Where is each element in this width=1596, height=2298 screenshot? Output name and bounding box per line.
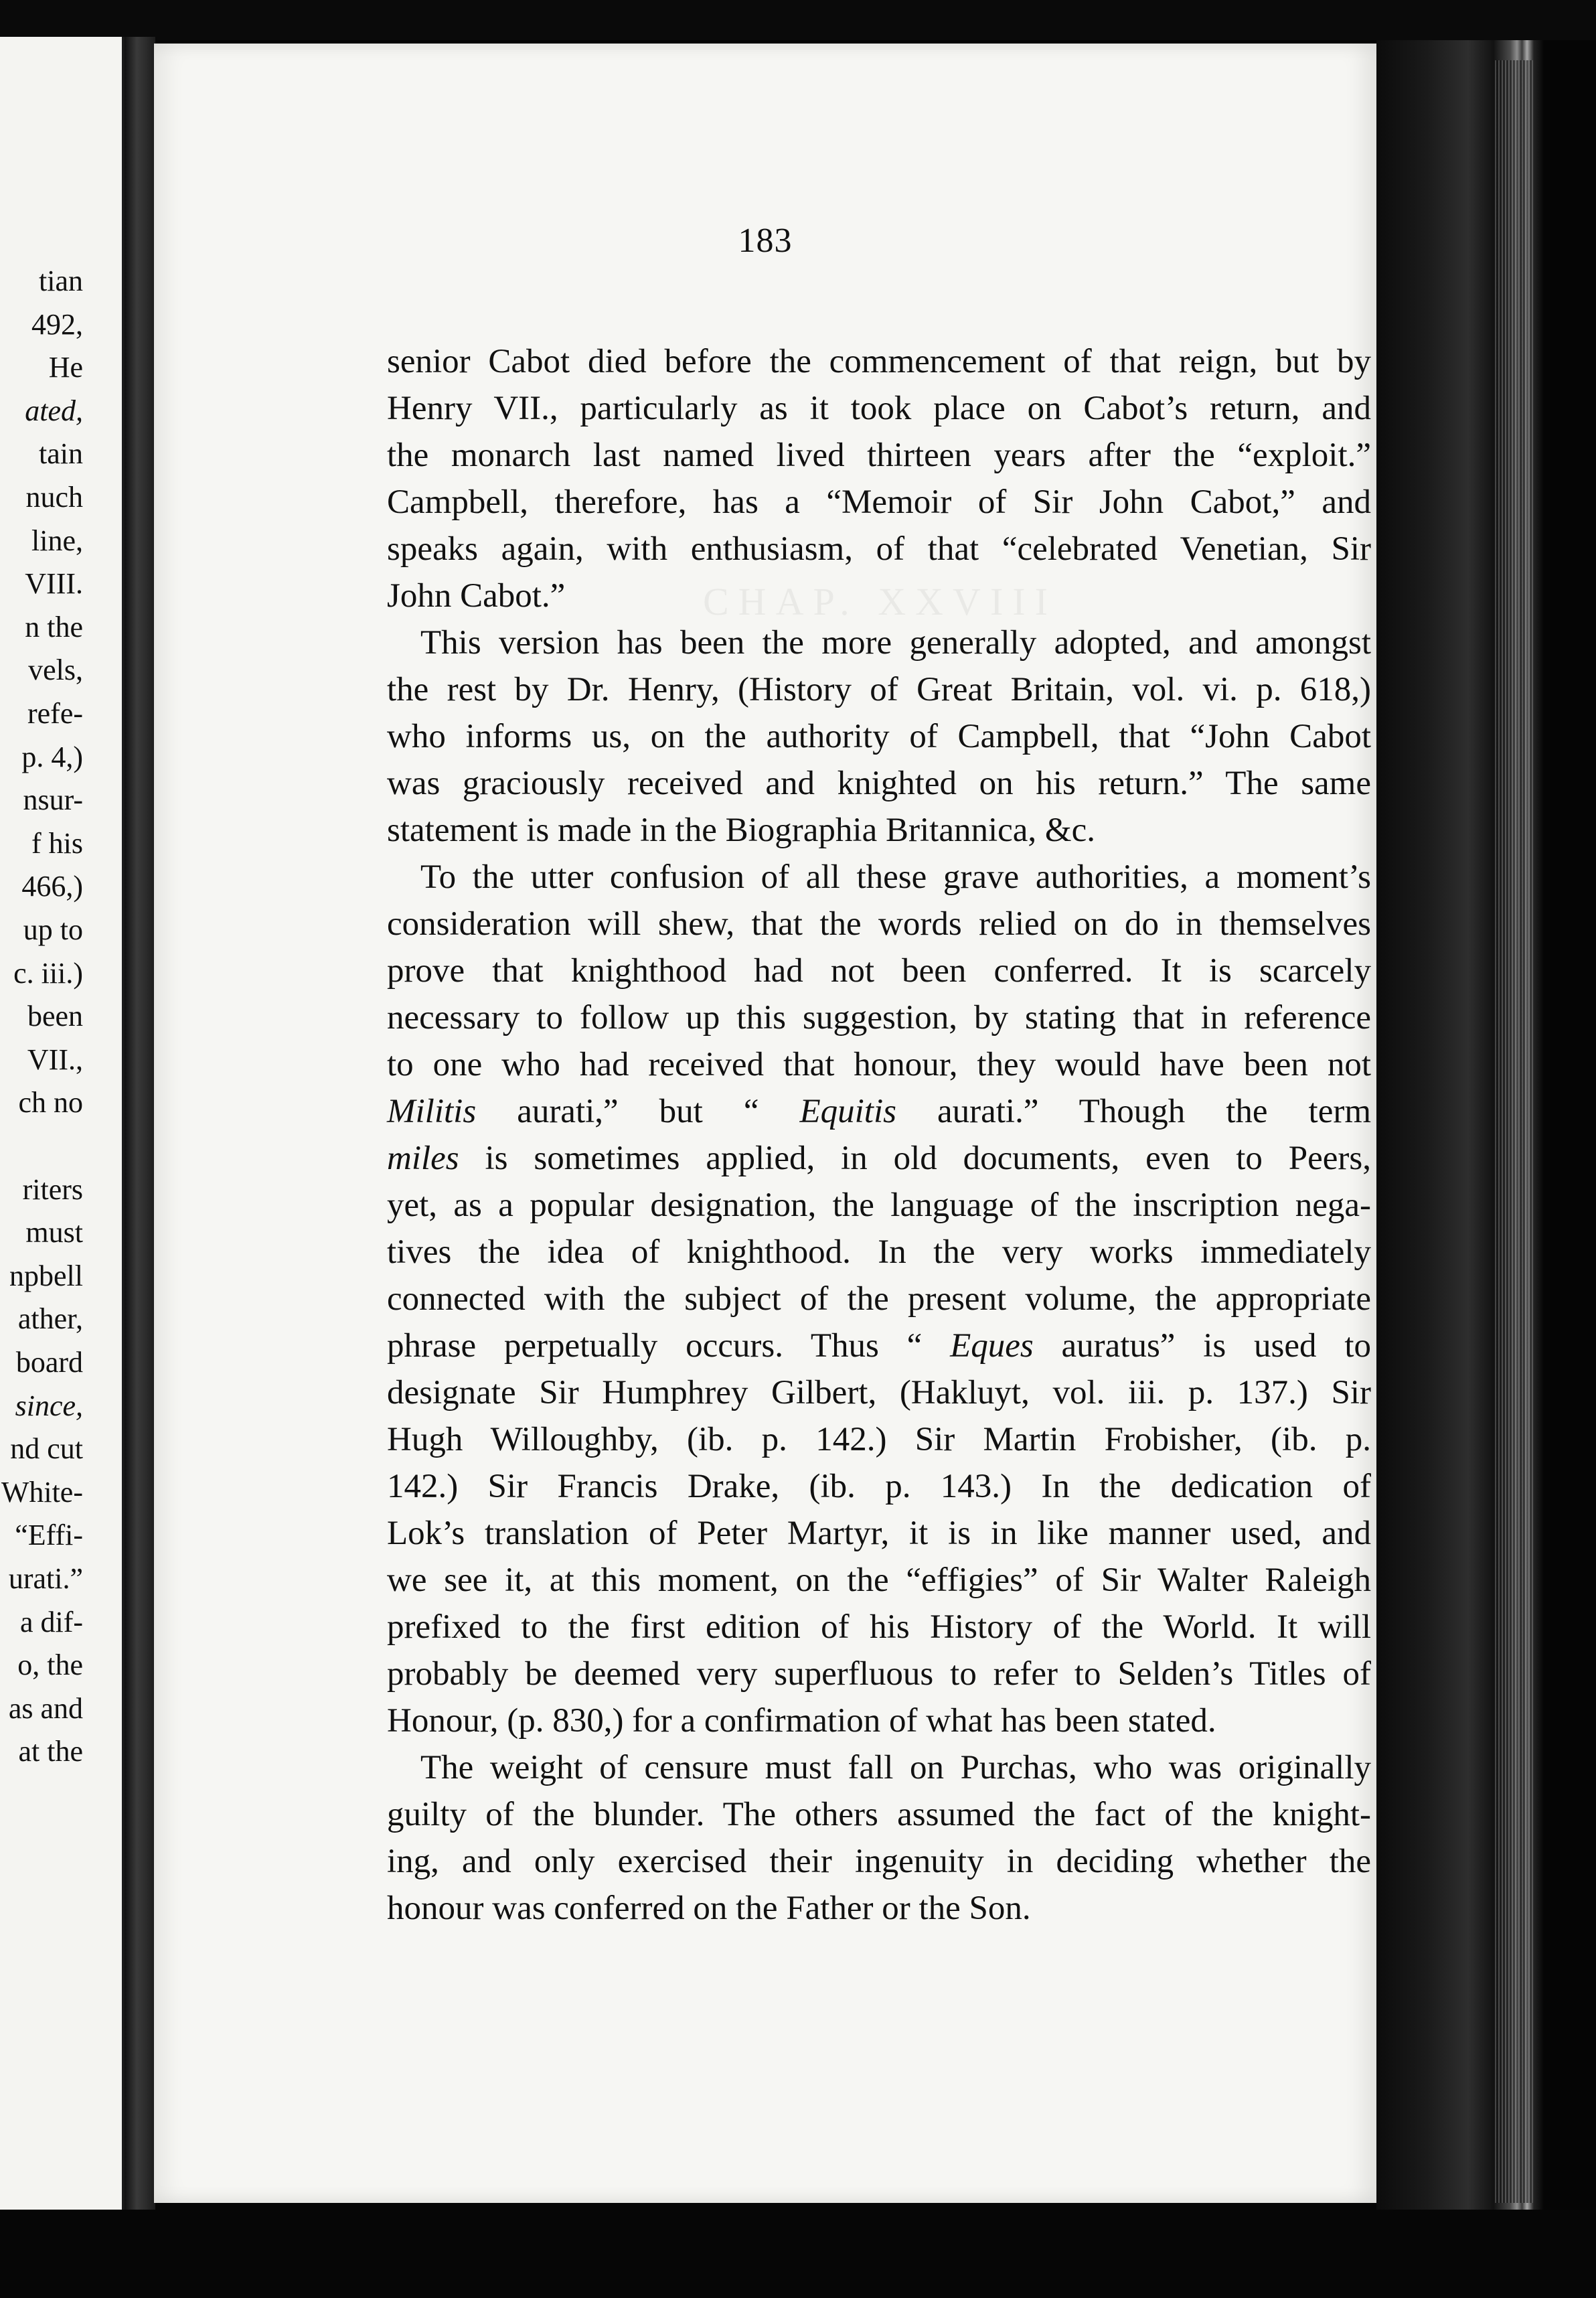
scan-background-top: [0, 0, 1596, 40]
text-line: we see it, at this moment, on the “effigies” of Sir Walter Raleigh: [387, 1561, 1371, 1599]
text-line: who informs us, on the authority of Campbell, that “John Cabot: [387, 718, 1371, 755]
text-line: phrase perpetually occurs. Thus “ Eques auratus” is used to: [387, 1327, 1371, 1365]
previous-page-line: VII.,: [27, 1043, 83, 1076]
previous-page-line: npbell: [9, 1259, 83, 1292]
text-line: Militis aurati,” but “ Equitis aurati.” Though the term: [387, 1093, 1371, 1130]
previous-page-line: must: [25, 1216, 83, 1249]
previous-page-line: tain: [39, 437, 83, 471]
previous-page-line: ather,: [17, 1302, 83, 1336]
italic-term: Eques: [950, 1327, 1034, 1365]
previous-page-line: 466,): [21, 870, 83, 903]
text-line: to one who had received that honour, they would have been not: [387, 1046, 1371, 1083]
previous-page-line: ch no: [18, 1086, 83, 1120]
book-gutter: [125, 37, 155, 2210]
text-line: senior Cabot died before the commencement of that reign, but by: [387, 343, 1371, 380]
text-line: tives the idea of knighthood. In the very works immediately: [387, 1233, 1371, 1271]
body-paragraph: [387, 619, 1371, 854]
text-line: Honour, (p. 830,) for a confirmation of what has been stated.: [387, 1702, 1216, 1740]
previous-page-line: line,: [31, 524, 83, 557]
previous-page-line: VIII.: [25, 567, 83, 601]
previous-page-line: o, the: [17, 1649, 83, 1682]
text-line: connected with the subject of the present volume, the appropriate: [387, 1280, 1371, 1318]
previous-page-line: White-: [1, 1475, 83, 1509]
text-line: This version has been the more generally adopted, and amongst: [420, 624, 1371, 662]
text-line: was graciously received and knighted on his return.” The same: [387, 765, 1371, 802]
previous-page-line: board: [15, 1346, 83, 1379]
text-line: designate Sir Humphrey Gilbert, (Hakluyt, vol. iii. p. 137.) Sir: [387, 1374, 1371, 1411]
scan-background-bottom: [0, 2210, 1596, 2298]
page-body-text: [387, 338, 1371, 1932]
text-line: statement is made in the Biographia Britannica, &c.: [387, 812, 1095, 849]
previous-page-line: at the: [18, 1735, 83, 1768]
text-line: Campbell, therefore, has a “Memoir of Sir John Cabot,” and: [387, 483, 1371, 521]
text-line: yet, as a popular designation, the language of the inscription nega-: [387, 1186, 1371, 1224]
text-line: necessary to follow up this suggestion, by stating that in reference: [387, 999, 1371, 1037]
book-page: [154, 44, 1376, 2203]
previous-page-line: urati.”: [8, 1562, 83, 1595]
previous-page-line: “Effi-: [15, 1519, 83, 1552]
text-line: John Cabot.”: [387, 577, 566, 615]
text-line: ing, and only exercised their ingenuity in deciding whether the: [387, 1843, 1371, 1880]
previous-page-line: riters: [22, 1172, 83, 1206]
book-page-edges-stripes: [1493, 60, 1533, 2203]
text-line: Henry VII., particularly as it took place on Cabot’s return, and: [387, 390, 1371, 427]
previous-page-line: 492,: [31, 307, 83, 341]
text-line: honour was conferred on the Father or the Son.: [387, 1890, 1031, 1927]
text-line: guilty of the blunder. The others assumed the fact of the knight-: [387, 1796, 1371, 1833]
previous-page-line: been: [27, 1000, 83, 1033]
previous-page-line: nd cut: [10, 1432, 83, 1466]
previous-page-line: nuch: [25, 481, 83, 514]
previous-page-line: as and: [8, 1691, 83, 1725]
text-line: 142.) Sir Francis Drake, (ib. p. 143.) In the dedication of: [387, 1468, 1371, 1505]
text-line: the monarch last named lived thirteen years after the “exploit.”: [387, 437, 1371, 474]
text-line: To the utter confusion of all these grave authorities, a moment’s: [420, 858, 1371, 896]
previous-page-line: nsur-: [23, 783, 83, 817]
previous-page-line: p. 4,): [21, 740, 83, 773]
previous-page-line: refe-: [27, 697, 83, 730]
previous-page-line: n the: [25, 610, 83, 643]
body-paragraph: [387, 854, 1371, 1744]
text-line: The weight of censure must fall on Purchas, who was originally: [420, 1749, 1371, 1786]
text-line: prove that knighthood had not been conferred. It is scarcely: [387, 952, 1371, 990]
previous-page-line: f his: [31, 826, 83, 860]
previous-page-line: up to: [23, 913, 83, 946]
text-line: prefixed to the first edition of his History of the World. It will: [387, 1608, 1371, 1646]
previous-page-fragment: [0, 37, 125, 2210]
text-line: Lok’s translation of Peter Martyr, it is in like manner used, and: [387, 1515, 1371, 1552]
previous-page-line: since,: [15, 1389, 83, 1422]
italic-term: Equitis: [799, 1093, 896, 1130]
text-line: Hugh Willoughby, (ib. p. 142.) Sir Martin Frobisher, (ib. p.: [387, 1421, 1371, 1458]
text-line: speaks again, with enthusiasm, of that “celebrated Venetian, Sir: [387, 530, 1371, 568]
previous-page-line: c. iii.): [13, 956, 83, 990]
previous-page-line: vels,: [28, 654, 83, 687]
italic-term: miles: [387, 1140, 459, 1177]
previous-page-line: tian: [39, 264, 83, 297]
previous-page-line: He: [48, 351, 83, 384]
text-line: miles is sometimes applied, in old documents, even to Peers,: [387, 1140, 1371, 1177]
body-paragraph: [387, 1744, 1371, 1932]
text-line: the rest by Dr. Henry, (History of Great Britain, vol. vi. p. 618,): [387, 671, 1371, 708]
reverse-side-show-through: CHAP. XXVIII: [703, 580, 1057, 623]
page-number: 183: [738, 222, 793, 260]
text-line: consideration will shew, that the words relied on do in themselves: [387, 905, 1371, 943]
text-line: probably be deemed very superfluous to refer to Selden’s Titles of: [387, 1655, 1371, 1693]
italic-term: Militis: [387, 1093, 477, 1130]
previous-page-line: ated,: [25, 394, 83, 427]
previous-page-line: a dif-: [19, 1605, 83, 1638]
body-paragraph: [387, 338, 1371, 619]
